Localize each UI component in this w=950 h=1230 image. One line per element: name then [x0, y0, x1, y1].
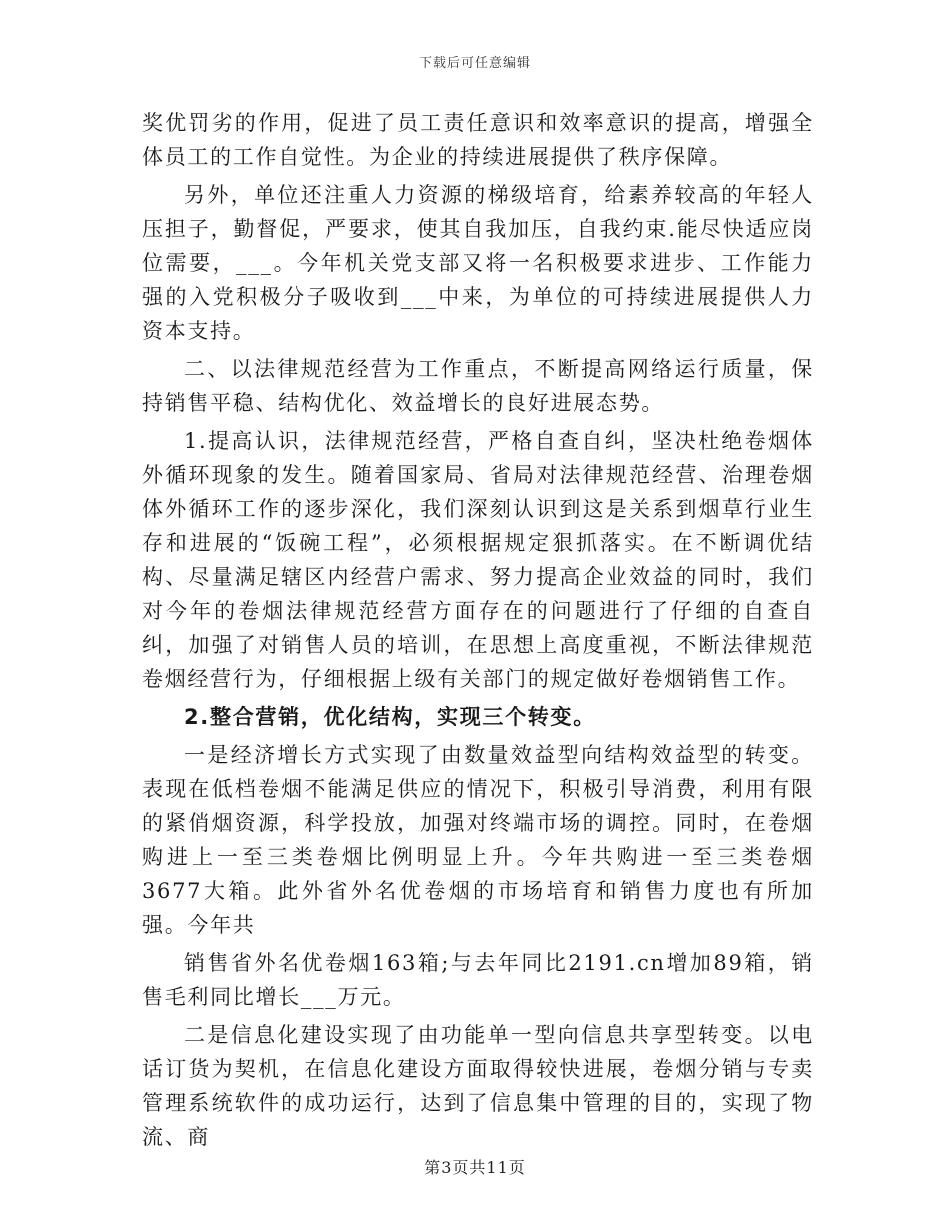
section-heading-two: 二、以法律规范经营为工作重点，不断提高网络运行质量，保持销售平稳、结构优化、效益增长的良好进展态势。: [142, 357, 814, 415]
paragraph-growth-mode: 一是经济增长方式实现了由数量效益型向结构效益型的转变。表现在低档卷烟不能满足供应的情况下，积极引导消费，利用有限的紧俏烟资源，科学投放，加强对终端市场的调控。同时，在卷烟购进上一至三类卷烟比例明显上升。今年共购进一至三类卷烟3677大箱。此外省外名优卷烟的市场培育和销售力度也有所加强。今年共: [142, 743, 814, 937]
document-body: [142, 106, 814, 1158]
paragraph-sales-figures: 销售省外名优卷烟163箱;与去年同比2191.cn增加89箱，销售毛利同比增长___万元。: [142, 951, 814, 1009]
subheading-item-two: 2.整合营销，优化结构，实现三个转变。: [184, 705, 596, 729]
paragraph-informatization: 二是信息化建设实现了由功能单一型向信息共享型转变。以电话订货为契机，在信息化建设方面取得较快进展，卷烟分销与专卖管理系统软件的成功运行，达到了信息集中管理的目的，实现了物流、商: [142, 1023, 814, 1149]
paragraph-item-one: 1.提高认识，法律规范经营，严格自查自纠，坚决杜绝卷烟体外循环现象的发生。随着国家局、省局对法律规范经营、治理卷烟体外循环工作的逐步深化，我们深刻认识到这是关系到烟草行业生存和进展的“饭碗工程”，必须根据规定狠抓落实。在不断调优结构、尽量满足辖区内经营户需求、努力提高企业效益的同时，我们对今年的卷烟法律规范经营方面存在的问题进行了仔细的自查自纠，加强了对销售人员的培训，在思想上高度重视，不断法律规范卷烟经营行为，仔细根据上级有关部门的规定做好卷烟销售工作。: [142, 429, 814, 691]
page-header: 下载后可任意编辑: [418, 56, 531, 71]
paragraph-continuation: 奖优罚劣的作用，促进了员工责任意识和效率意识的提高，增强全体员工的工作自觉性。为企业的持续进展提供了秩序保障。: [142, 111, 814, 169]
page-footer: 第3页共11页: [424, 1158, 526, 1177]
paragraph-talent-training: 另外，单位还注重人力资源的梯级培育，给素养较高的年轻人压担子，勤督促，严要求，使其自我加压，自我约束.能尽快适应岗位需要，___。今年机关党支部又将一名积极要求进步、工作能力强的入党积极分子吸收到___中来，为单位的可持续进展提供人力资本支持。: [142, 183, 814, 343]
